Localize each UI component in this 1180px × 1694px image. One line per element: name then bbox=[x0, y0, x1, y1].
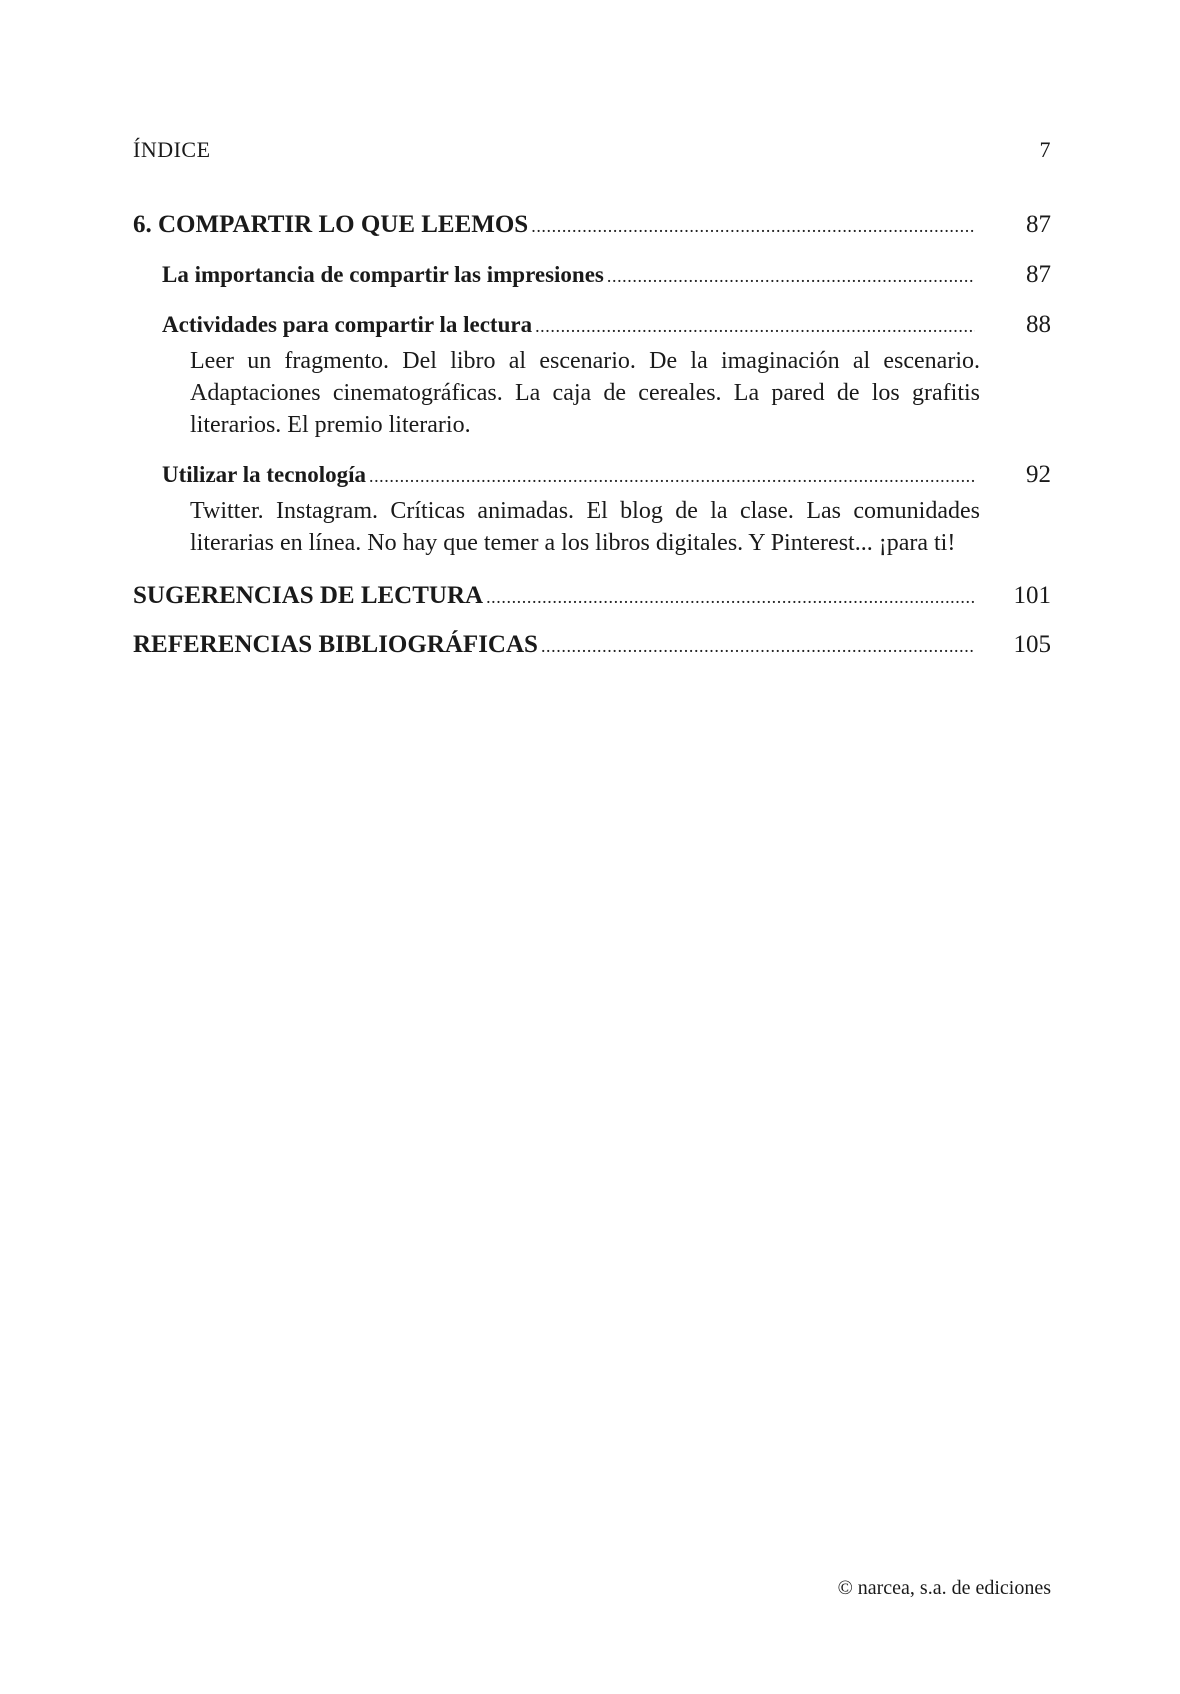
dot-leader bbox=[369, 461, 975, 491]
toc-entry-page: 88 bbox=[1026, 311, 1051, 338]
running-head-title: ÍNDICE bbox=[133, 137, 211, 162]
toc-entry-page: 87 bbox=[1026, 211, 1051, 238]
dot-leader bbox=[607, 261, 975, 291]
toc-entry-label: 6. COMPARTIR LO QUE LEEMOS bbox=[133, 211, 529, 238]
copyright-footer: © narcea, s.a. de ediciones bbox=[837, 1577, 1051, 1599]
toc-entry-label: Actividades para compartir la lectura bbox=[162, 312, 533, 337]
dot-leader bbox=[541, 631, 975, 661]
toc-entry-page: 105 bbox=[1013, 631, 1051, 658]
dot-leader bbox=[535, 311, 975, 341]
toc-entry-page: 101 bbox=[1013, 582, 1051, 609]
toc-entry-importancia[interactable] bbox=[133, 260, 1051, 291]
toc-entry-sugerencias[interactable] bbox=[133, 581, 1051, 612]
dot-leader bbox=[531, 211, 975, 241]
toc-entry-page: 92 bbox=[1026, 461, 1051, 488]
toc-entry-label: La importancia de compartir las impresiones bbox=[162, 262, 604, 287]
toc-entry-description: Leer un fragmento. Del libro al escenario. De la imaginación al escenario. Adaptaciones cinematográficas. La caja de cereales. La pared de los grafitis literarios. El premio literario. bbox=[190, 348, 980, 438]
toc-entry-label: REFERENCIAS BIBLIOGRÁFICAS bbox=[133, 631, 538, 658]
running-head-page-number: 7 bbox=[1039, 137, 1051, 162]
table-of-contents bbox=[133, 208, 1051, 661]
running-head bbox=[133, 137, 1051, 163]
dot-leader bbox=[486, 582, 975, 612]
toc-entry-label: Utilizar la tecnología bbox=[162, 462, 366, 487]
toc-entry-page: 87 bbox=[1026, 261, 1051, 288]
toc-entry-tecnologia[interactable] bbox=[133, 460, 1051, 491]
toc-entry-label: SUGERENCIAS DE LECTURA bbox=[133, 582, 484, 609]
toc-entry-referencias[interactable] bbox=[133, 630, 1051, 661]
toc-entry-chapter-6[interactable] bbox=[133, 210, 1051, 241]
toc-entry-actividades[interactable] bbox=[133, 310, 1051, 341]
toc-entry-description: Twitter. Instagram. Críticas animadas. El blog de la clase. Las comunidades literarias en línea. No hay que temer a los libros digitales. Y Pinterest... ¡para ti! bbox=[190, 498, 980, 556]
